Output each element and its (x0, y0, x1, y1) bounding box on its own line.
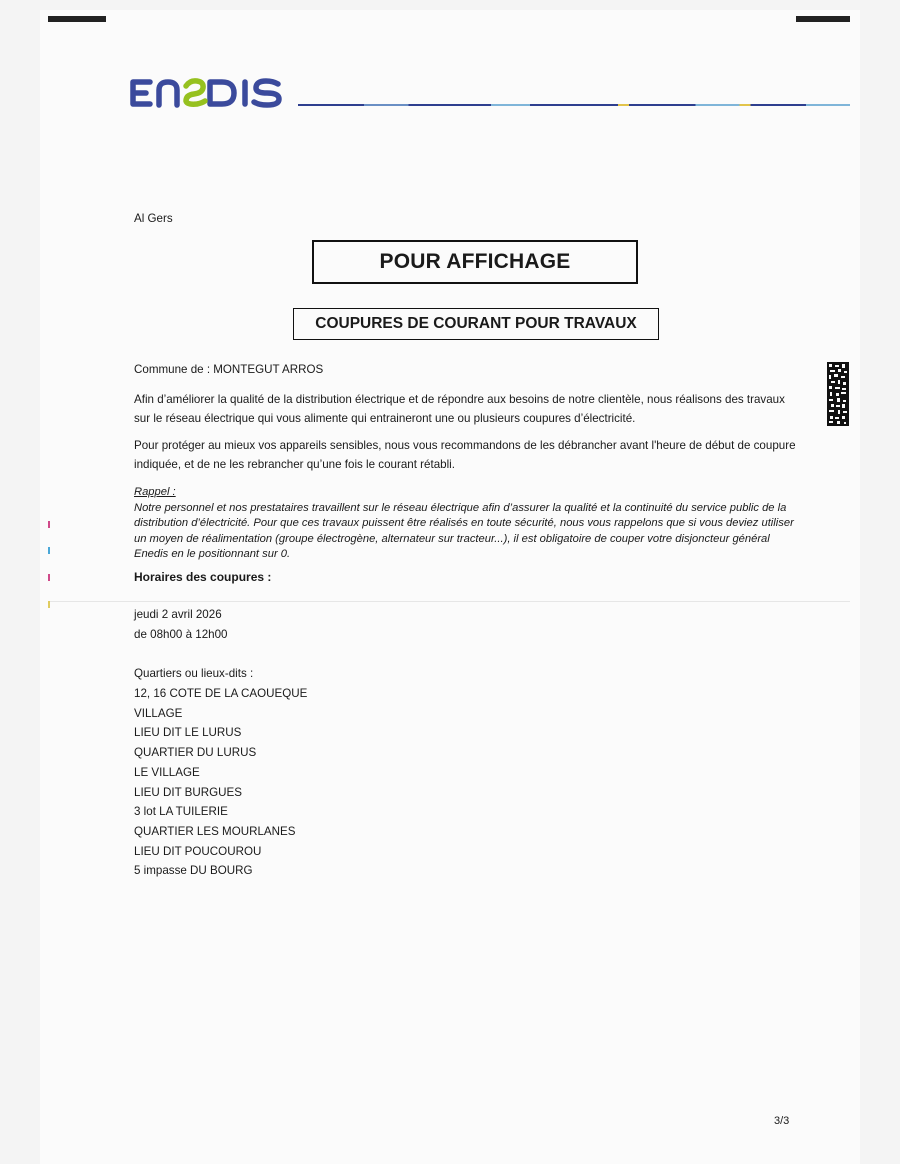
outage-hours: de 08h00 à 12h00 (134, 628, 228, 641)
places-list (134, 684, 307, 881)
intro-paragraph: Afin d’améliorer la qualité de la distribution électrique et de répondre aux besoins de notre clientèle, nous réalisons des travaux sur le réseau électrique qui vous alimente qui entraineront une ou plusieurs coupures d’électricité. (134, 393, 785, 425)
document-page (40, 10, 860, 1164)
commune-line: Commune de : MONTEGUT ARROS (134, 363, 324, 376)
list-item: VILLAGE (134, 706, 183, 720)
list-item: QUARTIER DU LURUS (134, 746, 257, 760)
color-registration-mark (48, 601, 50, 608)
page-subtitle: COUPURES DE COURANT POUR TRAVAUX (293, 308, 659, 340)
list-item: LIEU DIT POUCOUROU (134, 844, 262, 858)
list-item: LIEU DIT LE LURUS (134, 726, 242, 740)
outage-date: jeudi 2 avril 2026 (134, 608, 222, 621)
color-registration-mark (48, 521, 50, 528)
scan-artifact-line (50, 601, 850, 602)
list-item: 5 impasse DU BOURG (134, 864, 253, 878)
list-item: 12, 16 COTE DE LA CAOUEQUE (134, 687, 308, 700)
list-item: 3 lot LA TUILERIE (134, 805, 228, 819)
enedis-logo (128, 72, 286, 112)
header-rule (298, 104, 850, 106)
page-number: 3/3 (774, 1115, 790, 1127)
reminder-text: Notre personnel et nos prestataires travaillent sur le réseau électrique afin d’assurer la qualité et la continuité du service public de la distribution d’électricité. Pour que ces travaux puissent être réalisés en toute sécurité, nous vous rappelons que si vous deviez utiliser un moyen de réalimentation (groupe électrogène, alternateur sur tracteur...), il est obligatoire de couper votre disjoncteur général Enedis en le positionnant sur 0. (134, 501, 794, 560)
recipient: Al Gers (134, 212, 173, 225)
scan-marker (48, 16, 106, 22)
places-heading: Quartiers ou lieux-dits : (134, 667, 254, 680)
page-title: POUR AFFICHAGE (312, 240, 638, 284)
datamatrix-code (827, 362, 849, 426)
schedule-heading: Horaires des coupures : (134, 570, 272, 584)
reminder-block (134, 485, 796, 563)
list-item: QUARTIER LES MOURLANES (134, 824, 296, 838)
color-registration-mark (48, 574, 50, 581)
advice-paragraph: Pour protéger au mieux vos appareils sensibles, nous vous recommandons de les débrancher avant l'heure de début de coupure indiquée, et de ne les rebrancher qu’une fois le courant rétabli. (134, 439, 796, 471)
list-item: LIEU DIT BURGUES (134, 785, 243, 799)
color-registration-mark (48, 547, 50, 554)
reminder-label: Rappel : (134, 486, 176, 498)
list-item: LE VILLAGE (134, 765, 200, 779)
scan-marker (796, 16, 850, 22)
